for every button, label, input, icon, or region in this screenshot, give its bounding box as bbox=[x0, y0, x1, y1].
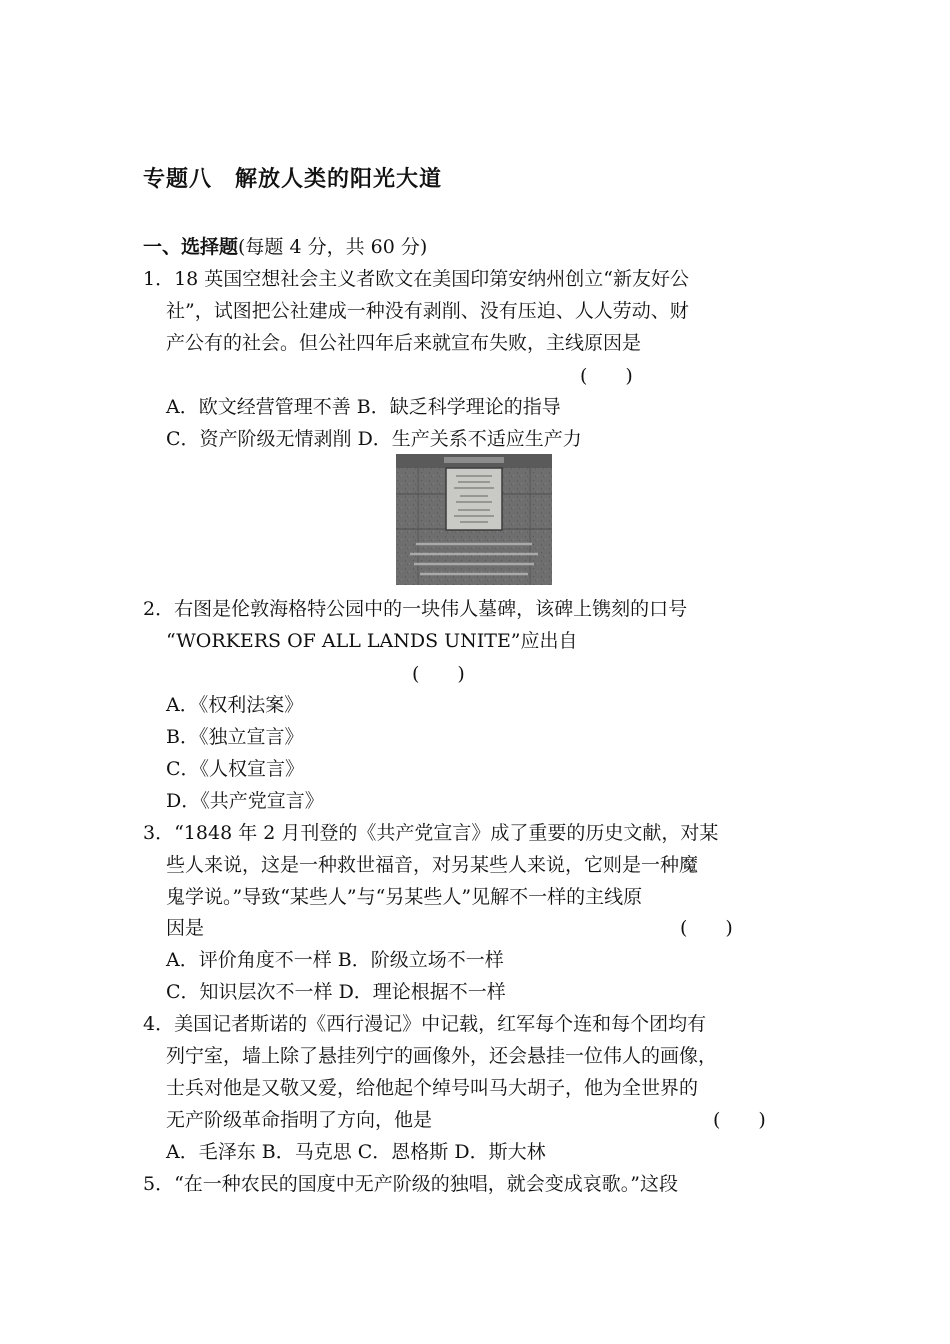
q1-option-row-1: A．欧文经营管理不善 B．缺乏科学理论的指导 bbox=[166, 396, 561, 418]
q5-line-1: 5．“在一种农民的国度中无产阶级的独唱，就会变成哀歌。”这段 bbox=[143, 1173, 679, 1195]
q1-option-row-2: C．资产阶级无情剥削 D．生产关系不适应生产力 bbox=[166, 428, 582, 450]
q2-option-b: B．《独立宣言》 bbox=[166, 726, 304, 748]
tombstone-photo bbox=[396, 454, 552, 585]
q2-option-a: A．《权利法案》 bbox=[166, 694, 304, 716]
q1-answer-paren: ( ) bbox=[580, 365, 633, 387]
q3-line-3: 鬼学说。”导致“某些人”与“另某些人”见解不一样的主线原 bbox=[166, 886, 643, 908]
q4-answer-paren: ( ) bbox=[713, 1109, 766, 1131]
section-note: (每题 4 分，共 60 分) bbox=[238, 236, 428, 258]
q3-line-4: 因是 bbox=[166, 917, 205, 939]
q3-line-2: 些人来说，这是一种救世福音，对另某些人来说，它则是一种魔 bbox=[166, 854, 699, 876]
q3-answer-paren: ( ) bbox=[680, 917, 733, 939]
q3-option-row-1: A．评价角度不一样 B．阶级立场不一样 bbox=[166, 949, 504, 971]
q4-line-2: 列宁室，墙上除了悬挂列宁的画像外，还会悬挂一位伟人的画像， bbox=[166, 1045, 718, 1067]
section-label: 一、选择题 bbox=[143, 236, 239, 258]
q1-line-2: 社”，试图把公社建成一种没有剥削、没有压迫、人人劳动、财 bbox=[166, 300, 689, 322]
q4-line-4: 无产阶级革命指明了方向，他是 bbox=[166, 1109, 433, 1131]
q4-line-1: 4．美国记者斯诺的《西行漫记》中记载，红军每个连和每个团均有 bbox=[143, 1013, 707, 1035]
section-heading bbox=[143, 234, 427, 260]
q4-option-row: A．毛泽东 B．马克思 C．恩格斯 D．斯大林 bbox=[166, 1141, 546, 1163]
q2-option-c: C．《人权宣言》 bbox=[166, 758, 305, 780]
q2-line-1: 2．右图是伦敦海格特公园中的一块伟人墓碑，该碑上镌刻的口号 bbox=[143, 598, 688, 620]
q3-line-1: 3．“1848 年 2 月刊登的《共产党宣言》成了重要的历史文献，对某 bbox=[143, 822, 719, 844]
q2-option-d: D．《共产党宣言》 bbox=[166, 790, 324, 812]
q1-line-3: 产公有的社会。但公社四年后来就宣布失败，主线原因是 bbox=[166, 332, 642, 354]
q1-line-1: 1．18 英国空想社会主义者欧文在美国印第安纳州创立“新友好公 bbox=[143, 268, 690, 290]
q4-line-3: 士兵对他是又敬又爱，给他起个绰号叫马大胡子，他为全世界的 bbox=[166, 1077, 699, 1099]
q2-answer-paren: ( ) bbox=[412, 663, 465, 685]
q3-option-row-2: C．知识层次不一样 D．理论根据不一样 bbox=[166, 981, 506, 1003]
q2-line-2: “WORKERS OF ALL LANDS UNITE”应出自 bbox=[166, 630, 578, 652]
page-title: 专题八 解放人类的阳光大道 bbox=[143, 167, 443, 192]
